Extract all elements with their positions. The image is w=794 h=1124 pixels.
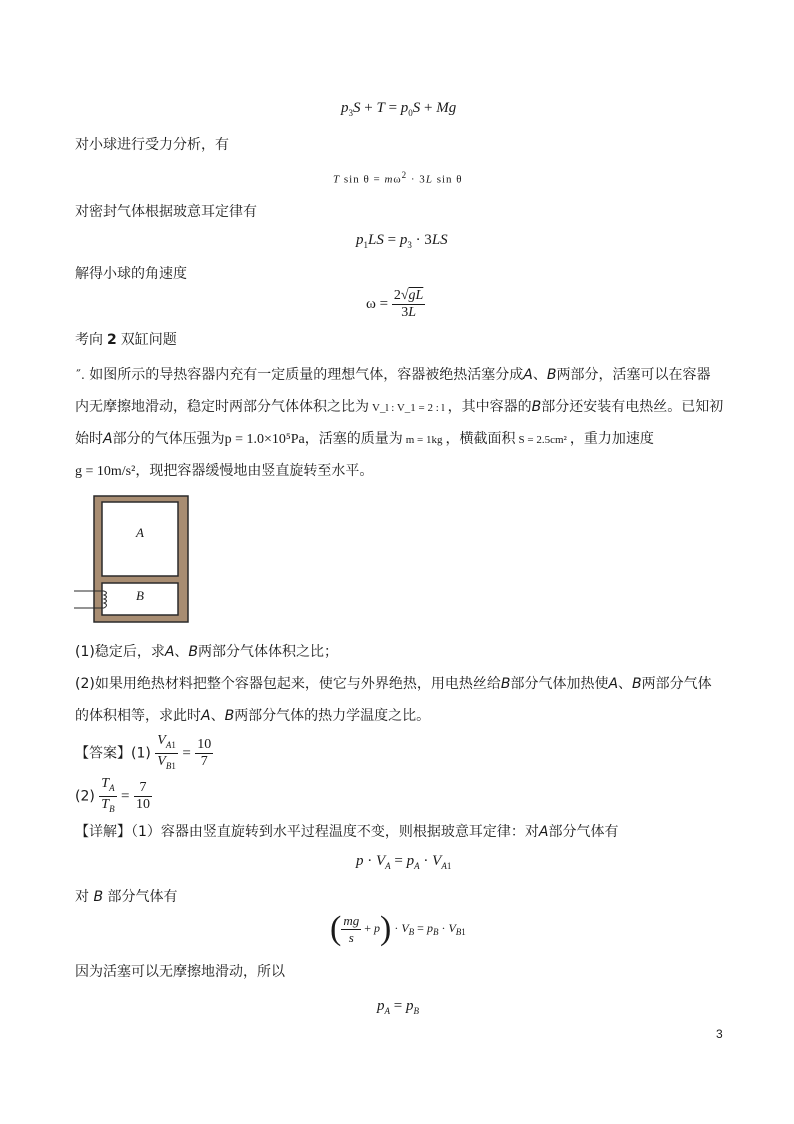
- problem-line-4: [75, 460, 373, 480]
- problem-line-2: [75, 396, 723, 416]
- sep: 、: [532, 367, 547, 383]
- detail-text-1: （1）容器由竖直旋转到水平过程温度不变，则根据玻意耳定律：对: [131, 824, 539, 840]
- label-b: B: [224, 708, 235, 724]
- equation-omega: ω = $\frac{2√gL}{3L}$: [366, 288, 424, 320]
- label-a: A: [523, 367, 533, 383]
- sep: 、: [210, 708, 225, 724]
- section-title: 双缸问题: [120, 332, 177, 348]
- sep: 、: [618, 676, 633, 692]
- problem-text-3b: 部分的气体压强为: [112, 431, 225, 447]
- label-a: A: [608, 676, 619, 692]
- answer-2-rhs: $\frac{7}{10}$: [135, 779, 150, 812]
- diagram-label-a: A: [136, 525, 144, 540]
- section-heading: [75, 329, 177, 349]
- volume-ratio: V_l : V_1 = 2 : l: [372, 402, 445, 414]
- diagram-label-b: B: [136, 588, 144, 603]
- label-a: A: [538, 824, 549, 840]
- equation-ball: T $\sin \theta = m\omega^2 \cdot 3L$ sin θ: [333, 170, 463, 186]
- text-solve-omega: 解得小球的角速度: [75, 266, 187, 282]
- label-a: A: [103, 431, 113, 447]
- text-ball-analysis: 对小球进行受力分析，有: [75, 137, 229, 153]
- detail-line-3: 因为活塞可以无摩擦地滑动，所以: [75, 964, 285, 980]
- problem-text-2c: 部分还安装有电热丝。已知初: [541, 399, 724, 415]
- question-1-text-b: 两部分气体体积之比；: [198, 644, 339, 660]
- problem-bullet: ˝.: [75, 368, 85, 382]
- label-b: B: [500, 676, 511, 692]
- label-b: B: [632, 676, 642, 692]
- problem-line-3: [75, 428, 654, 448]
- cross-section-area: S = 2.5cm²: [518, 434, 567, 446]
- equation-pressure-equal: $p_A = p_B$: [377, 998, 419, 1016]
- label-a: A: [164, 644, 175, 660]
- question-2-text-e: 两部分气体的热力学温度之比。: [234, 708, 431, 724]
- initial-pressure: p = 1.0×10⁵Pa: [224, 432, 305, 447]
- problem-line-1: [75, 364, 710, 384]
- omega-fraction: $\frac{2√gL}{3L}$: [393, 288, 424, 320]
- problem-text-3a: 始时: [75, 431, 103, 447]
- problem-text-1: 如图所示的导热容器内充有一定质量的理想气体，容器被绝热活塞分成: [89, 367, 524, 383]
- question-2-text-c: 两部分气体: [641, 676, 712, 692]
- equation-a-boyle: $p \cdot V_A = p_A \cdot V_{A1}$: [356, 853, 452, 871]
- problem-text-3c: ，活塞的质量为: [304, 431, 403, 447]
- section-number: 2: [107, 332, 117, 348]
- answer-label: 【答案】: [75, 745, 131, 762]
- equation-b-boyle: ( $\frac{mg}{s}$ + $p) \cdot V_B = p_B \cdot V_{B1}$: [330, 910, 466, 947]
- question-2-text-d: 的体积相等，求此时: [75, 708, 201, 724]
- question-1: [75, 641, 338, 661]
- gravity-value: g = 10m/s²: [75, 464, 136, 479]
- question-2-text-b: 部分气体加热使: [510, 676, 609, 692]
- piston-mass: m = 1kg: [405, 434, 443, 446]
- answer-2-lhs: $\frac{T_A}{T_B}$: [101, 776, 115, 814]
- answer-part-2-label: (2): [75, 788, 95, 805]
- question-2-line-1: [75, 673, 712, 693]
- answer-part-2: (2) $\frac{T_A}{T_B}$ = $\frac{7}{10}$: [75, 776, 152, 817]
- detail-label: 【详解】: [75, 824, 131, 840]
- label-a: A: [201, 708, 211, 724]
- sep: 、: [174, 644, 189, 660]
- section-label: 考向: [75, 332, 103, 348]
- problem-text-2b: ，其中容器的: [447, 399, 532, 415]
- answer-1-lhs: $\frac{V_{A1}}{V_{B1}}$: [157, 733, 176, 771]
- question-2-text: (2)如果用绝热材料把整个容器包起来，使它与外界绝热，用电热丝给: [75, 676, 501, 692]
- label-b: B: [546, 367, 557, 383]
- detail-text-1b: 部分气体有: [548, 824, 619, 840]
- question-2-line-2: [75, 705, 430, 725]
- label-b: B: [93, 889, 104, 905]
- label-b: B: [531, 399, 542, 415]
- answer-1-rhs: $\frac{10}{7}$: [197, 736, 212, 769]
- problem-text-4: ，现把容器缓慢地由竖直旋转至水平。: [135, 463, 374, 479]
- answer-part-1-label: (1): [131, 745, 151, 762]
- detail-text-2: 对: [75, 889, 89, 905]
- problem-text-1b: 两部分，活塞可以在容器: [556, 367, 711, 383]
- problem-text-3e: ，重力加速度: [569, 431, 654, 447]
- question-1-text: (1)稳定后，求: [75, 644, 165, 660]
- answer-part-1: 【答案】(1) $\frac{V_{A1}}{V_{B1}}$ = $\frac{10}{7}$: [75, 733, 213, 774]
- label-b: B: [188, 644, 199, 660]
- detail-text-2b: 部分气体有: [107, 889, 178, 905]
- equation-force-balance: $p_3S + T = p_0S + Mg$: [341, 100, 457, 118]
- detail-line-1: [75, 821, 618, 841]
- container-diagram: [74, 494, 190, 626]
- text-boyle-law: 对密封气体根据玻意耳定律有: [75, 204, 257, 220]
- problem-text-3d: ，横截面积: [445, 431, 516, 447]
- page-number: 3: [716, 1027, 723, 1041]
- equation-boyle: $p_1LS = p_3 \cdot 3LS$: [356, 232, 448, 250]
- detail-line-2: [75, 886, 178, 906]
- problem-text-2a: 内无摩擦地滑动，稳定时两部分气体体积之比为: [75, 399, 369, 415]
